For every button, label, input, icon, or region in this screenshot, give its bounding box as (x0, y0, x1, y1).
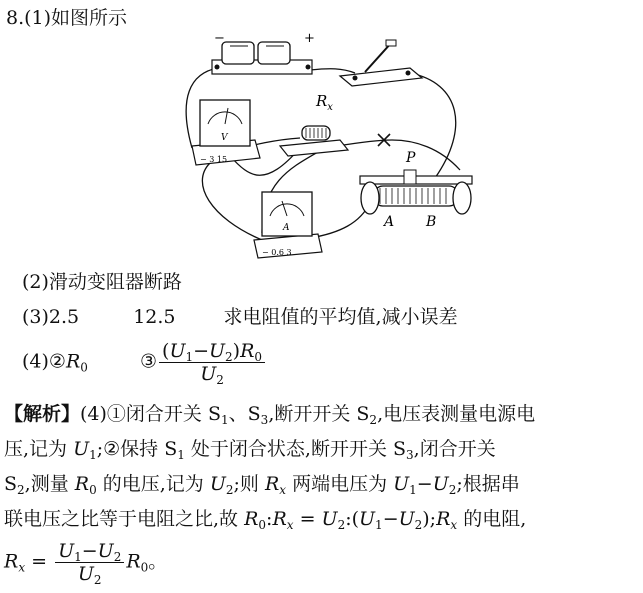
part3-answer (22, 305, 458, 329)
end-a-label: A (384, 214, 395, 230)
part4-fraction (159, 340, 265, 385)
part3-value1: 2.5 (48, 306, 80, 328)
battery-minus-label: − (214, 31, 225, 46)
wire-ammeter-rheostat (310, 203, 370, 238)
part2-answer: (2)滑动变阻器断路 (22, 271, 182, 293)
slider-p-label: P (406, 150, 416, 166)
question-number: 8. (6, 7, 25, 29)
part4-circ3: ③ (139, 350, 158, 373)
part3-value2: 12.5 (133, 306, 176, 328)
rx-label: $R_x$ (316, 92, 333, 113)
resistor-rx (280, 92, 348, 156)
battery (212, 31, 315, 74)
part3-text: 求电阻值的平均值,减小误差 (223, 306, 458, 328)
wire-battery-switch (310, 69, 355, 73)
analysis-tag: 【解析】 (4, 403, 81, 425)
voltmeter (192, 100, 260, 165)
part4-answer (22, 340, 267, 385)
circuit-diagram (170, 28, 500, 268)
wire-rx-rheostat (335, 140, 460, 170)
ammeter-terminals: − 0.6 3 (262, 248, 292, 257)
part4-sub0: 0 (80, 360, 88, 375)
voltmeter-terminals: − 3 15 (200, 155, 228, 164)
svg-text:V: V (221, 133, 228, 143)
analysis-line-1: 【解析】(4)①闭合开关 $S_1$、$S_3$,断开开关 $S_2$,电压表测量电源电 (4, 403, 536, 427)
analysis-line-3: $S_2$,测量 $R_0$ 的电压,记为 $U_2$;则 $R_x$ 两端电压为 $U_1-U_2$;根据串 (4, 473, 520, 497)
ammeter (254, 192, 322, 258)
svg-text:A: A (283, 223, 290, 233)
end-b-label: B (426, 214, 437, 230)
analysis-line-5: $R_x$ = $\frac{U_1-U_2}{U_2}$ $R_0$。 (4, 540, 168, 587)
analysis-line-4: 联电压之比等于电阻之比,故 $R_0:R_x$ = $U_2:(U_1-U_2);R_x$ 的电阻, (4, 508, 527, 532)
analysis-line-2: 压,记为 $U_1;②$保持 $S_1$ 处于闭合状态,断开开关 $S_3$,闭合开关 (4, 438, 496, 462)
part3-label: (3) (22, 306, 49, 328)
rheostat (360, 150, 472, 230)
fraction-numerator: $(U_1-U_2)R_0$ (159, 340, 265, 363)
part1-text: (1)如图所示 (24, 7, 128, 29)
question-header (6, 6, 127, 30)
switch (340, 40, 422, 86)
fraction-denominator: $U_2$ (200, 363, 224, 387)
wire-switch-rheostat (410, 73, 456, 178)
battery-plus-label: + (304, 31, 315, 46)
analysis-fraction: $\frac{U_1-U_2}{U_2}$ (55, 540, 124, 585)
part4-label: (4) (22, 350, 49, 373)
part4-circ2: ② (48, 350, 66, 373)
part4-r: R (65, 350, 81, 373)
